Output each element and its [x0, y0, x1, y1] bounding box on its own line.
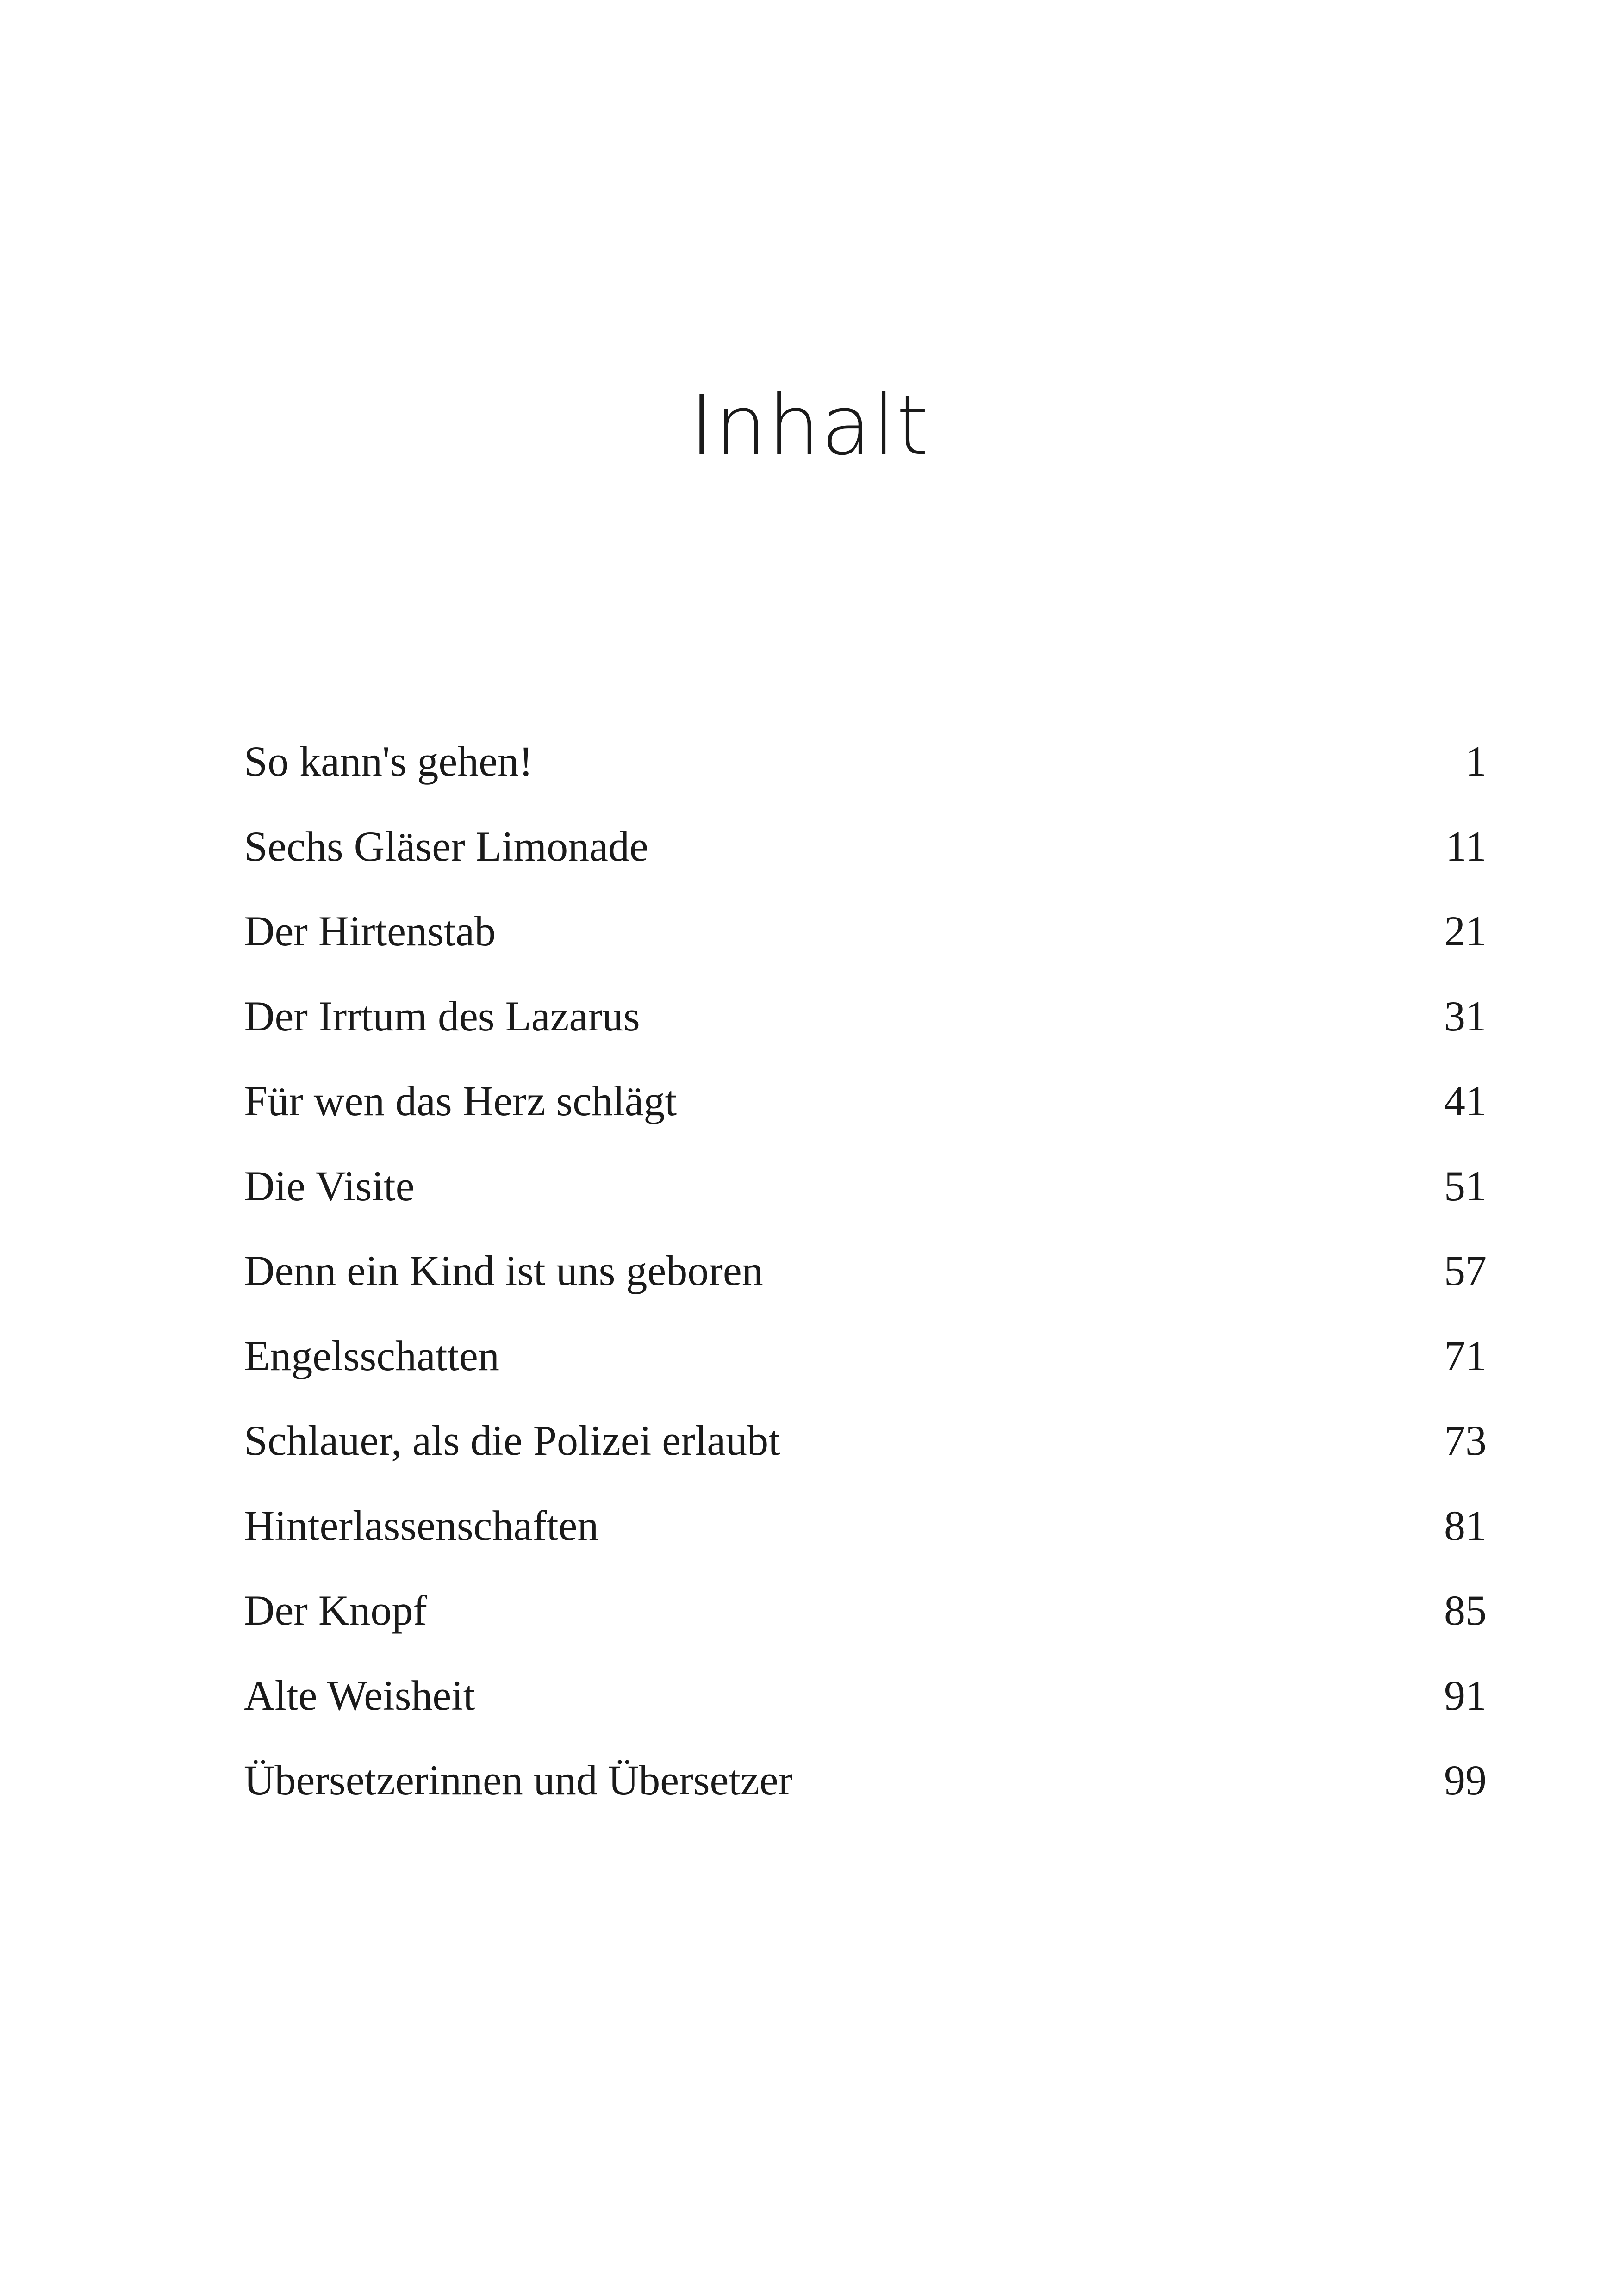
toc-entry-title: Engelsschatten	[244, 1332, 499, 1379]
toc-entry-page: 71	[1444, 1332, 1487, 1379]
toc-entry	[244, 1410, 1487, 1496]
toc-entry-page: 11	[1445, 822, 1487, 870]
toc-entry	[244, 1665, 1487, 1750]
toc-entry-title: Übersetzerinnen und Übersetzer	[244, 1756, 793, 1804]
toc-entry-title: Alte Weisheit	[244, 1671, 475, 1719]
toc-entry-page: 85	[1444, 1587, 1487, 1634]
toc-entry-title: So kann's gehen!	[244, 738, 533, 785]
toc-entry	[244, 986, 1487, 1071]
toc-entry-title: Der Hirtenstab	[244, 907, 496, 955]
toc-entry	[244, 901, 1487, 986]
toc-entry-title: Hinterlassenschaften	[244, 1502, 599, 1549]
toc-entry-page: 51	[1444, 1162, 1487, 1210]
toc-entry-title: Der Knopf	[244, 1587, 427, 1634]
toc-entry	[244, 1326, 1487, 1411]
toc-entry-title: Schlauer, als die Polizei erlaubt	[244, 1417, 780, 1464]
toc-entry-page: 31	[1444, 992, 1487, 1040]
toc-entry-title: Sechs Gläser Limonade	[244, 822, 648, 870]
toc-entry-page: 99	[1444, 1756, 1487, 1804]
toc-entry-title: Für wen das Herz schlägt	[244, 1077, 677, 1124]
toc-entry-page: 81	[1444, 1502, 1487, 1549]
toc-entry	[244, 1071, 1487, 1156]
toc-entry	[244, 1496, 1487, 1581]
toc-entry-page: 21	[1444, 907, 1487, 955]
page-title: Inhalt	[689, 378, 930, 473]
toc-entry	[244, 1750, 1487, 1835]
toc-entry	[244, 1580, 1487, 1665]
table-of-contents	[244, 731, 1487, 1835]
toc-entry-title: Denn ein Kind ist uns geboren	[244, 1247, 763, 1294]
toc-entry-title: Der Irrtum des Lazarus	[244, 992, 640, 1040]
toc-entry	[244, 816, 1487, 901]
toc-entry-page: 1	[1465, 738, 1487, 785]
toc-entry-page: 91	[1444, 1671, 1487, 1719]
toc-entry-page: 73	[1444, 1417, 1487, 1464]
toc-entry-page: 41	[1444, 1077, 1487, 1124]
toc-entry-page: 57	[1444, 1247, 1487, 1294]
toc-entry	[244, 731, 1487, 816]
toc-entry	[244, 1156, 1487, 1241]
toc-entry-title: Die Visite	[244, 1162, 415, 1210]
toc-entry	[244, 1241, 1487, 1326]
